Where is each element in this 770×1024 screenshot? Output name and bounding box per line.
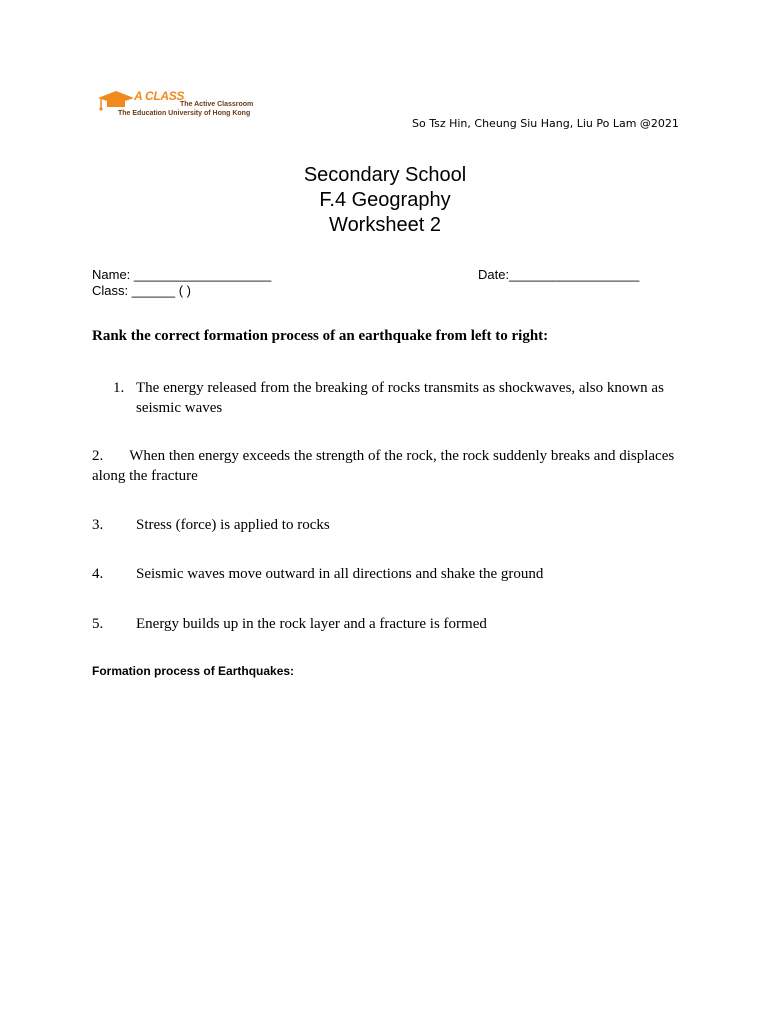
- list-item: [92, 515, 692, 535]
- class-field[interactable]: Class: ______ ( ): [92, 283, 191, 298]
- title-line-subject: F.4 Geography: [319, 189, 451, 211]
- date-field[interactable]: Date:__________________: [478, 267, 640, 282]
- list-item: [113, 378, 673, 418]
- item-number: 2.: [92, 448, 104, 464]
- item-text: Stress (force) is applied to rocks: [136, 517, 330, 533]
- list-item: [92, 614, 692, 634]
- item-number: 3.: [92, 517, 104, 533]
- item-text: The energy released from the breaking of rocks transmits as shockwaves, also known as seismic waves: [136, 380, 664, 416]
- logo-brand-text: A CLASS: [134, 89, 185, 103]
- item-number: 1.: [113, 380, 125, 396]
- item-text: Energy builds up in the rock layer and a fracture is formed: [136, 616, 487, 632]
- graduation-cap-icon: [96, 90, 136, 112]
- answer-section-label: Formation process of Earthquakes:: [92, 664, 295, 678]
- list-item: [92, 446, 692, 486]
- logo-tagline: The Active Classroom: [180, 101, 254, 108]
- list-item: [92, 564, 692, 584]
- item-text: When then energy exceeds the strength of the rock, the rock suddenly breaks and displaces along the fracture: [92, 448, 675, 484]
- title-line-worksheet: Worksheet 2: [329, 214, 441, 236]
- aclass-logo: [96, 90, 276, 122]
- question-heading: Rank the correct formation process of an earthquake from left to right:: [92, 328, 549, 344]
- worksheet-title: [0, 163, 770, 238]
- authors-credit: So Tsz Hin, Cheung Siu Hang, Liu Po Lam @2021: [412, 117, 679, 130]
- item-number: 4.: [92, 566, 104, 582]
- item-number: 5.: [92, 616, 104, 632]
- title-line-school: Secondary School: [303, 164, 467, 186]
- name-field[interactable]: Name: ___________________: [92, 267, 272, 282]
- logo-university: The Education University of Hong Kong: [118, 110, 251, 117]
- item-text: Seismic waves move outward in all directions and shake the ground: [136, 566, 544, 582]
